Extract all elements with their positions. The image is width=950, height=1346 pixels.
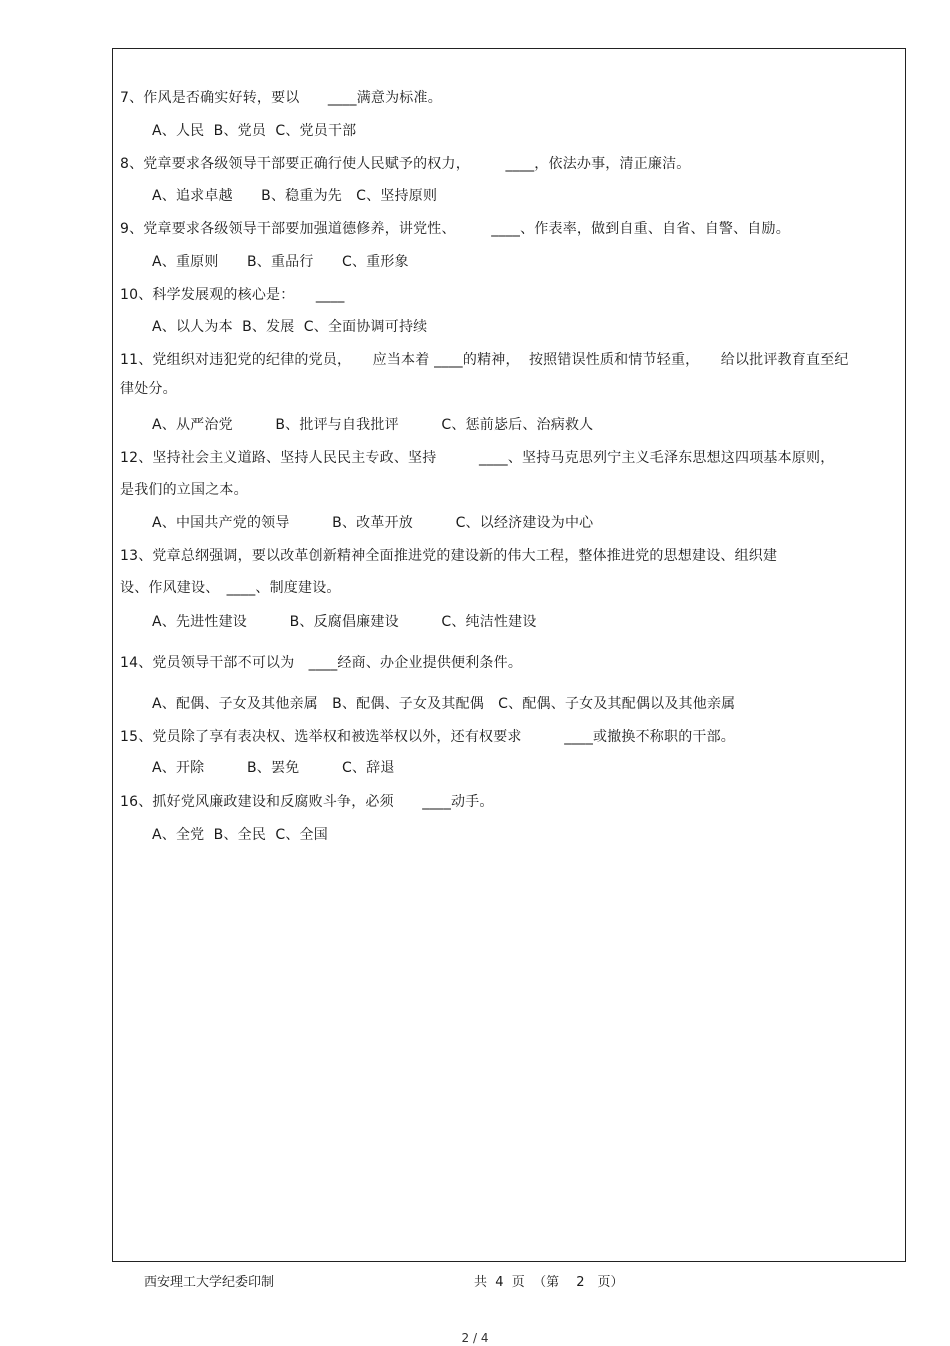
- question-9-options: A、重原则 B、重品行 C、重形象: [152, 254, 409, 270]
- question-15-text: 15、党员除了享有表决权、选举权和被选举权以外，还有权要求 ____或撤换不称职的干部。: [120, 729, 736, 745]
- question-8-options: A、追求卓越 B、稳重为先 C、坚持原则: [152, 188, 438, 204]
- question-11-options: A、从严治党 B、批评与自我批评 C、惩前毖后、治病救人: [152, 417, 594, 433]
- question-14-options: A、配偶、子女及其他亲属 B、配偶、子女及其配偶 C、配偶、子女及其配偶以及其他亲属: [152, 696, 736, 712]
- question-15-options: A、开除 B、罢免 C、辞退: [152, 760, 395, 776]
- question-13-options: A、先进性建设 B、反腐倡廉建设 C、纯洁性建设: [152, 614, 537, 630]
- question-9-text: 9、党章要求各级领导干部要加强道德修养，讲党性、 ____、作表率，做到自重、自省、自警、自励。: [120, 221, 790, 237]
- question-16-text: 16、抓好党风廉政建设和反腐败斗争，必须 ____动手。: [120, 794, 494, 810]
- question-11-text-cont: 律处分。: [120, 381, 177, 397]
- question-10-text: 10、科学发展观的核心是： ____: [120, 287, 345, 303]
- question-7-options: A、人民 B、党员 C、党员干部: [152, 123, 357, 139]
- question-11-text: 11、党组织对违犯党的纪律的党员， 应当本着 ____的精神， 按照错误性质和情节轻重， 给以批评教育直至纪: [120, 352, 849, 368]
- question-8-text: 8、党章要求各级领导干部要正确行使人民赋予的权力， ____，依法办事，清正廉洁。: [120, 156, 691, 172]
- question-7-text: 7、作风是否确实好转，要以 ____满意为标准。: [120, 90, 442, 106]
- question-13-text-cont: 设、作风建设、 ____、制度建设。: [120, 580, 341, 596]
- question-14-text: 14、党员领导干部不可以为 ____经商、办企业提供便利条件。: [120, 655, 523, 671]
- question-12-text: 12、坚持社会主义道路、坚持人民民主专政、坚持 ____、坚持马克思列宁主义毛泽东思想这四项基本原则，: [120, 450, 835, 466]
- question-10-options: A、以人为本 B、发展 C、全面协调可持续: [152, 319, 428, 335]
- footer-publisher: 西安理工大学纪委印制: [144, 1275, 275, 1290]
- question-16-options: A、全党 B、全民 C、全国: [152, 827, 328, 843]
- page-number: 2 / 4: [461, 1331, 489, 1345]
- question-13-text: 13、党章总纲强调，要以改革创新精神全面推进党的建设新的伟大工程，整体推进党的思想建设、组织建: [120, 548, 778, 564]
- footer-pagination: 共 4 页 （第 2 页）: [474, 1275, 624, 1290]
- question-12-options: A、中国共产党的领导 B、改革开放 C、以经济建设为中心: [152, 515, 594, 531]
- question-12-text-cont: 是我们的立国之本。: [120, 482, 248, 498]
